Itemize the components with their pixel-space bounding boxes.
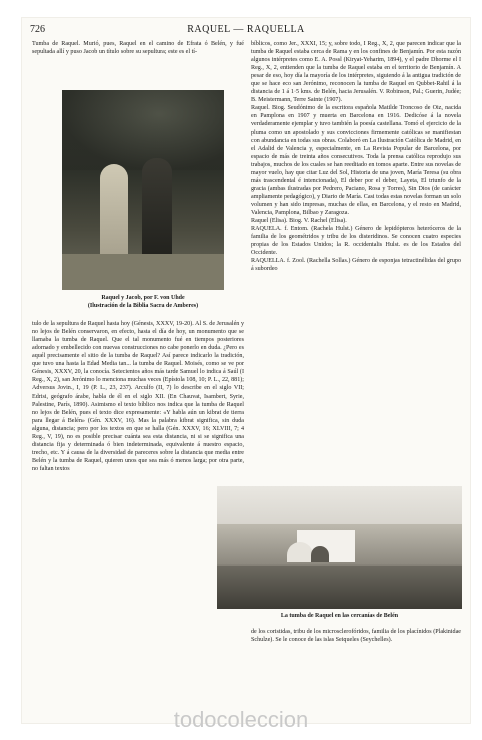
painting-caption-line2: (Ilustración de la Biblia Sacra de Amberes)	[87, 302, 199, 309]
right-raquella-entry: RAQUELLA. f. Zool. (Rachella Sollas.) Género de esponjas tetractinélidas del grupo á subordeo	[251, 258, 461, 273]
page-header	[30, 24, 462, 38]
right-top-text: bíblicos, como Jer., XXXI, 15; y, sobre todo, I Reg., X, 2, que parecen indicar que la tumba de Raquel estaba cerca de Rama y en los confines de Benjamín. Por esta razón algunos intérpretes como E. A. Possl (Kiryat-Yeharim, 1894), y el padre Dhorme el I Reg., X, 2, entienden que la tumba de Raquel estaba en el territorio de Benjamín. A pesar de eso, hoy día la mayoría de los intérpretes, siguiendo á la antigua tradición de que se hace eco san Jerónimo, reconocen la tumba de Raquel en Qubbet-Rahil á la distancia de 1 á 1·5 kms. de Belén, hacia Jerusalén. V. Robinson, Pal.; Guerin, Judée; B. Meistermann, Terre Sainte (1907).	[251, 41, 461, 104]
painting-illustration	[62, 90, 224, 290]
left-top-text: Tumba de Raquel. Murió, pues, Raquel en el camino de Efrata ó Belén, y fué sepultada allí y puso Jacob un título sobre su sepultura; este es el tí-	[32, 41, 244, 56]
right-raquel-biography: Raquel. Biog. Seudónimo de la escritora española Matilde Troncoso de Oiz, nacida en Pamplona en 1907 y muerta en Barcelona en 1916. Dedicóse á la novela verdaderamente ejemplar y tuvo también la poesía castellana. Tomó el ejercicio de la pluma como un apostolado y sus convicciones firmemente católicas se manifiestan con abundancia en todas sus obras. Colaboró en La Ilustración Católica de Madrid, en el Adalid de Valencia y, especialmente, en La Revista Popular de Barcelona, por espacio de más de treinta años consecutivos. Toda la prensa católica reprodujo sus trabajos, muchos de los cuales se han reeditado en tomos aparte. Entre sus novelas de mayor vuelo, hay que citar Luz del Sol, Historia de una joven, María Teresa (su obra más trascendental é intencionada), El deber por el deber, Layeta, El triunfo de la gracia (ambas ilustradas por Pedrero, Paciano, Rosa y Torres), Sin Dios (de carácter ampliamente pedagógico), y Diario de María. Casi todas estas novelas forman un solo volumen y han sido impresas, muchas de ellas, en Barcelona, y el resto en Madrid, Valencia, Pamplona, Bilbao y Zaragoza.	[251, 105, 461, 216]
right-bottom-text: de los coristidas, tribu de los microsclerofóridos, familia de los placínidos (Plakinidae Schulze). Se le conoce de las islas Seiqueles (Seychelles).	[251, 629, 461, 644]
page	[22, 18, 470, 723]
left-main-text: tulo de la sepultura de Raquel hasta hoy (Génesis, XXXV, 19-20). Al S. de Jerusalén y no lejos de Belén conservaron, en efecto, hasta el día de hoy, un monumento que se llamaba la tumba de Raquel. Que el tal monumento fué en tiempos posteriores adornado y embellecido con nuevas construcciones no cabe ponerlo en duda. ¿Pero es aquél precisamente el sitio de la tumba de Raquel? Así parece indicarlo la tradición, que tuvo una hasta la Edad Media tan... la tumba de Raquel. Moisés, como se ve por Génesis, XXXV, 20, la conocía. Setecientos años más tarde Samuel lo indica á Saúl (I Reg., X, 2), san Jerónimo lo menciona muchas veces (Epístola 108, 10; P. L., 22, 881); Adversus Jovin., I, 19 (P. L., 23, 237). Arculfo (II, 7) lo describe en el siglo VII; Edrisi, geógrafo árabe, habla de él en el siglo XII. (En Chauvat, Isambert, Syrie, Palestine, París, 1890). Asimismo el texto bíblico nos indica que la tumba de Raquel no lejos de Belén, pues el texto dice expresamente: «Y habla aún un kibrat de tierra para llegar á Belén» (Gén. XXXV, 16). Mas la palabra kibrat significa, sin duda alguna, distancia; pero por los textos en que se halla (Gén. XXXV, 16; XLVIII, 7; 4 Reg., V, 19), no es posible precisar cuánta sea esta distancia, ni si se significa una distancia fija y determinada ó bien indeterminada, equivalente á nuestro espacio, trecho, etc. Y á causa de la diversidad de pareceres sobre la distancia que media entre Belén y la tumba de Raquel, quieren unos que sea más ó menos larga; por otra parte, no faltan textos	[32, 321, 244, 472]
watermark: todocoleccion	[173, 707, 309, 732]
page-number: 726	[30, 24, 45, 35]
painting-caption-line1: Raquel y Jacob, por F. von Uhde	[101, 295, 185, 301]
left-column-main	[32, 314, 244, 479]
painting-caption	[62, 295, 224, 310]
right-column	[251, 40, 461, 273]
village-caption: La tumba de Raquel en las cercanías de Belén	[280, 613, 399, 619]
right-raquel-elisa: Raquel (Elisa). Biog. V. Rachel (Elisa).	[251, 218, 347, 225]
left-column-top	[32, 40, 244, 56]
running-title: RAQUEL — RAQUELLA	[187, 24, 305, 35]
right-raquela-entry: RAQUELA. f. Entom. (Rachela Hulst.) Género de lepidópteros heteróceros de la familia de los geométridos y tribu de los disteridinos. Se conocen cuatro especies propias de los Estados Unidos; la R. occidentalis Hulst. es de los Estados del Occidente.	[251, 226, 461, 257]
village-photograph	[217, 486, 462, 609]
